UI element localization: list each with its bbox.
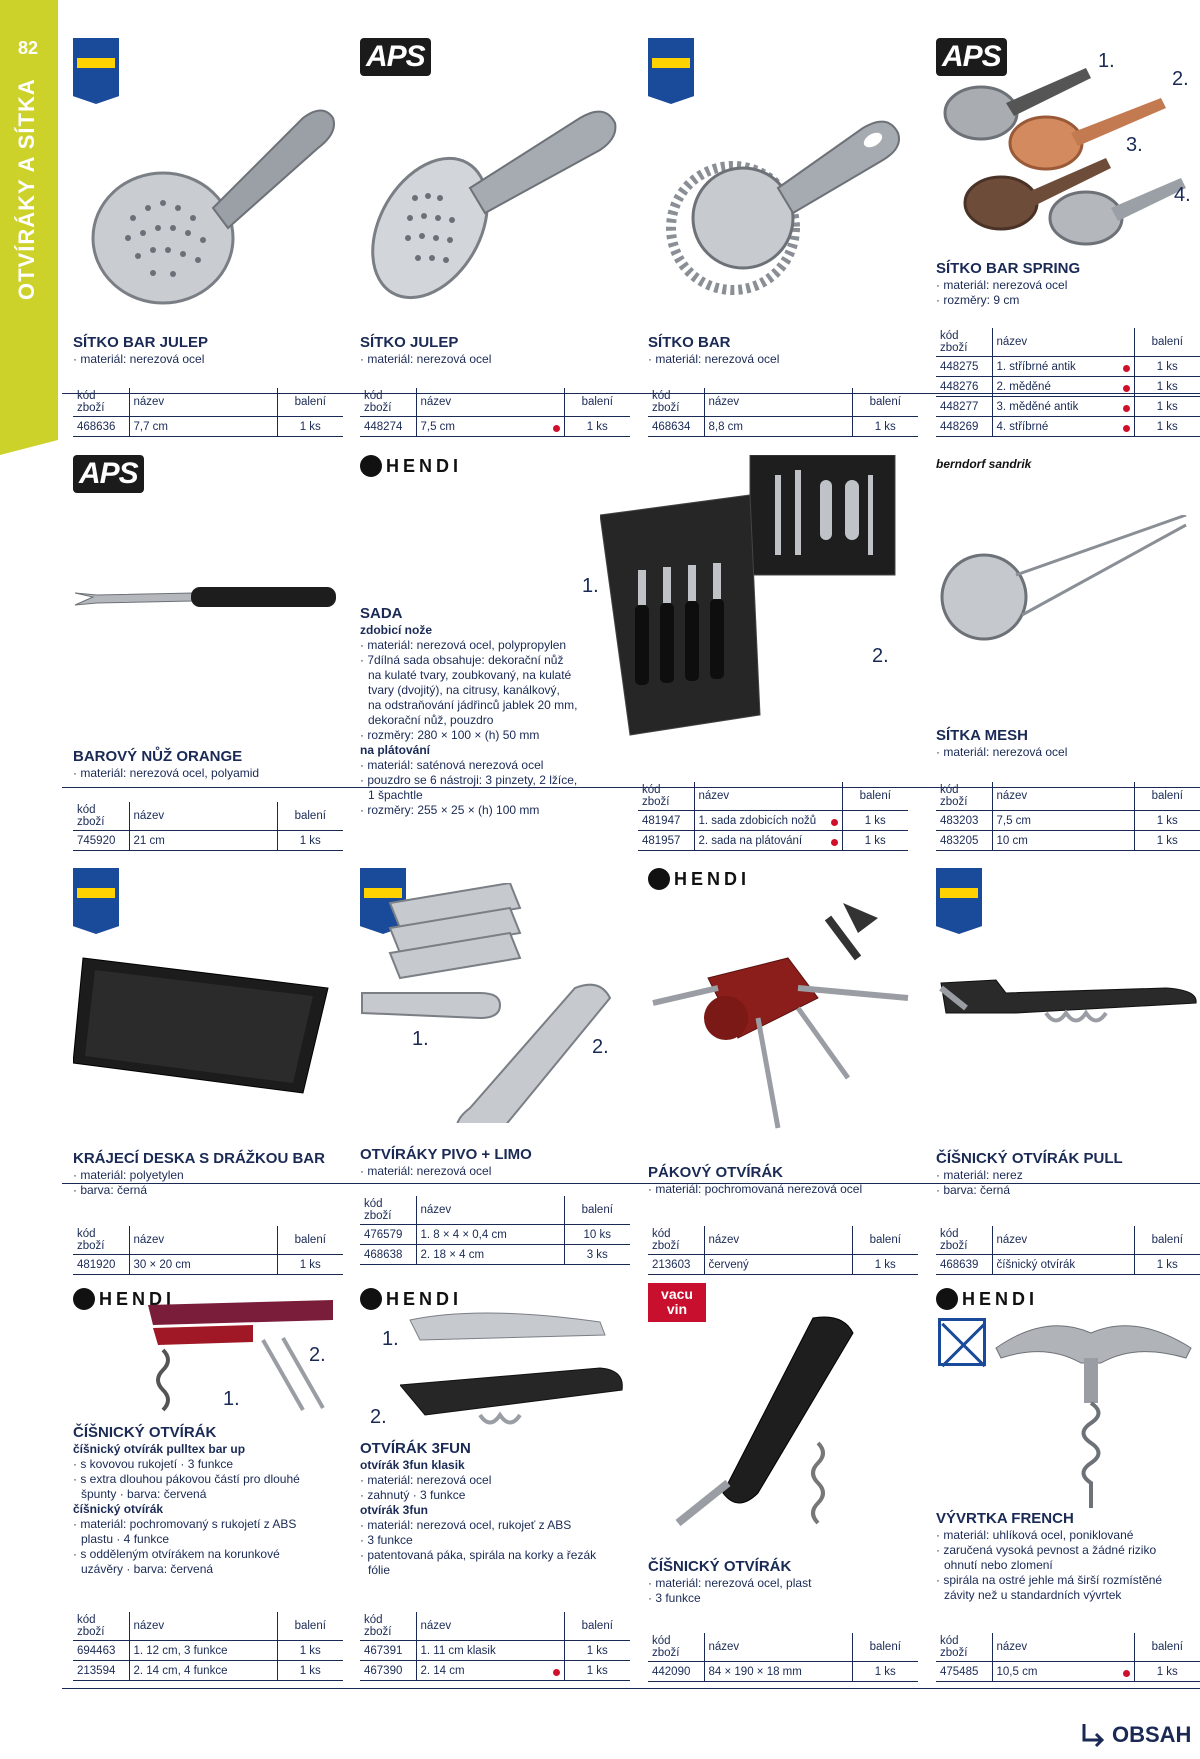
brand-logo-aps: APS bbox=[360, 38, 431, 76]
product-desc: · 3 funkce bbox=[360, 1533, 413, 1547]
cell-pack: 1 ks bbox=[842, 831, 908, 851]
cell-pack: 1 ks bbox=[1134, 811, 1200, 831]
brand-logo-hendi: HENDI bbox=[360, 455, 462, 477]
product-desc: · rozměry: 280 × 100 × (h) 50 mm bbox=[360, 728, 540, 742]
new-dot-icon bbox=[831, 819, 838, 826]
header-code: kód zboží bbox=[360, 1196, 416, 1225]
product-desc: fólie bbox=[368, 1563, 391, 1577]
cell-name: 3. měděné antik bbox=[996, 400, 1079, 413]
table-row bbox=[936, 1255, 1200, 1275]
product-desc: · materiál: nerezová ocel, polypropylen bbox=[360, 638, 567, 652]
cell-pack: 1 ks bbox=[1134, 377, 1200, 397]
product-card bbox=[360, 868, 630, 1261]
product-card bbox=[73, 455, 343, 847]
table-row bbox=[936, 811, 1200, 831]
product-desc: · pouzdro se 6 nástroji: 3 pinzety, 2 lžíce, bbox=[360, 773, 578, 787]
product-desc: plastu · 4 funkce bbox=[81, 1532, 170, 1546]
cell-name: 21 cm bbox=[129, 831, 277, 851]
header-code: kód zboží bbox=[73, 802, 129, 831]
brand-logo-berndorf: berndorf sandrik bbox=[936, 457, 1032, 471]
cell-pack: 10 ks bbox=[564, 1225, 630, 1245]
cell-code: 467390 bbox=[360, 1661, 416, 1681]
product-title: SÍTKO BAR JULEP bbox=[73, 334, 209, 351]
product-desc: dekorační nůž, pouzdro bbox=[368, 713, 494, 727]
table-row bbox=[638, 831, 908, 851]
table-row bbox=[936, 831, 1200, 851]
product-card bbox=[360, 38, 630, 433]
cell-pack: 1 ks bbox=[564, 1641, 630, 1661]
product-table bbox=[648, 388, 918, 437]
product-desc: · materiál: polyetylen bbox=[73, 1168, 184, 1182]
product-card bbox=[936, 38, 1200, 433]
cell-code: 481920 bbox=[73, 1255, 129, 1275]
product-desc: tvary (dvojitý), na citrusy, kanálkový, bbox=[368, 683, 560, 697]
header-code: kód zboží bbox=[73, 1612, 129, 1641]
product-card bbox=[648, 868, 918, 1271]
cell-name: 1. 8 × 4 × 0,4 cm bbox=[416, 1225, 564, 1245]
cell-code: 467391 bbox=[360, 1641, 416, 1661]
3fun-corkscrew-image bbox=[400, 1310, 630, 1440]
cell-code: 483203 bbox=[936, 811, 992, 831]
row-divider bbox=[62, 1688, 1200, 1689]
product-title: OTVÍRÁK 3FUN bbox=[360, 1440, 471, 1457]
cell-pack: 1 ks bbox=[1134, 357, 1200, 377]
cell-code: 481957 bbox=[638, 831, 694, 851]
product-desc: · materiál: uhlíková ocel, poniklované bbox=[936, 1528, 1134, 1542]
new-dot-icon bbox=[1123, 365, 1130, 372]
brand-logo-hendi: HENDI bbox=[360, 1288, 462, 1310]
cell-pack: 1 ks bbox=[277, 831, 343, 851]
cell-pack: 1 ks bbox=[277, 1661, 343, 1681]
product-title: ČÍŠNICKÝ OTVÍRÁK bbox=[648, 1558, 792, 1575]
contents-link-label: OBSAH bbox=[1112, 1722, 1192, 1747]
header-pack: balení bbox=[852, 1633, 918, 1662]
cell-name: 7,5 cm bbox=[992, 811, 1134, 831]
product-desc: · rozměry: 9 cm bbox=[936, 293, 1020, 307]
knife-set-image bbox=[600, 455, 920, 755]
product-card bbox=[360, 455, 915, 847]
product-table bbox=[936, 1633, 1200, 1682]
table-row bbox=[936, 417, 1200, 437]
table-row bbox=[73, 1661, 343, 1681]
cell-name: 4. stříbrné bbox=[996, 420, 1049, 433]
new-dot-icon bbox=[1123, 385, 1130, 392]
header-code: kód zboží bbox=[936, 1633, 992, 1662]
variant-number: 1. bbox=[582, 575, 599, 597]
product-table bbox=[360, 1612, 630, 1681]
header-name: název bbox=[129, 388, 277, 417]
new-dot-icon bbox=[1123, 1670, 1130, 1677]
cell-pack: 1 ks bbox=[852, 1662, 918, 1682]
cell-name: 10,5 cm bbox=[996, 1665, 1038, 1678]
cell-code: 483205 bbox=[936, 831, 992, 851]
cutting-board-image bbox=[73, 948, 343, 1108]
product-desc: · materiál: saténová nerezová ocel bbox=[360, 758, 544, 772]
product-card bbox=[73, 38, 343, 433]
product-desc: · materiál: nerezová ocel bbox=[936, 278, 1068, 292]
product-desc: · materiál: nerezová ocel bbox=[936, 745, 1068, 759]
header-code: kód zboží bbox=[73, 388, 129, 417]
header-code: kód zboží bbox=[73, 1226, 129, 1255]
cell-pack: 3 ks bbox=[564, 1245, 630, 1265]
cell-name: 2. 18 × 4 cm bbox=[416, 1245, 564, 1265]
product-title: PÁKOVÝ OTVÍRÁK bbox=[648, 1164, 784, 1181]
header-name: název bbox=[129, 1226, 277, 1255]
table-row bbox=[936, 357, 1200, 377]
header-code: kód zboží bbox=[648, 1633, 704, 1662]
header-pack: balení bbox=[1134, 1633, 1200, 1662]
product-desc: · zaručená vysoká pevnost a žádné riziko bbox=[936, 1543, 1157, 1557]
product-card bbox=[648, 1283, 918, 1683]
cell-code: 694463 bbox=[73, 1641, 129, 1661]
product-subtitle: otvírák 3fun bbox=[360, 1503, 429, 1517]
cell-pack: 1 ks bbox=[564, 1661, 630, 1681]
cell-name: 84 × 190 × 18 mm bbox=[704, 1662, 852, 1682]
product-subtitle: otvírák 3fun klasik bbox=[360, 1458, 465, 1472]
table-row bbox=[648, 1662, 918, 1682]
product-subtitle: číšnický otvírák bbox=[73, 1502, 164, 1516]
cell-name: 10 cm bbox=[992, 831, 1134, 851]
new-dot-icon bbox=[1123, 405, 1130, 412]
table-row bbox=[73, 831, 343, 851]
product-desc: na odstraňování jádřinců jablek 20 mm, bbox=[368, 698, 578, 712]
cell-name: 30 × 20 cm bbox=[129, 1255, 277, 1275]
table-row bbox=[360, 1245, 630, 1265]
header-pack: balení bbox=[842, 782, 908, 811]
product-desc: · 3 funkce bbox=[648, 1591, 701, 1605]
table-row bbox=[73, 1255, 343, 1275]
cell-name: 2. 14 cm bbox=[420, 1664, 465, 1677]
brand-logo-metro bbox=[936, 868, 982, 934]
table-row bbox=[648, 417, 918, 437]
cell-code: 481947 bbox=[638, 811, 694, 831]
cell-code: 468636 bbox=[73, 417, 129, 437]
product-card bbox=[648, 38, 918, 433]
cell-code: 468638 bbox=[360, 1245, 416, 1265]
product-desc: · materiál: nerezová ocel bbox=[360, 1473, 492, 1487]
product-title: KRÁJECÍ DESKA S DRÁŽKOU BAR bbox=[73, 1150, 325, 1167]
cell-pack: 1 ks bbox=[852, 417, 918, 437]
product-desc: na kulaté tvary, zoubkovaný, na kulaté bbox=[368, 668, 572, 682]
product-card bbox=[936, 455, 1200, 847]
waiter-corkscrew-black-image bbox=[648, 1313, 918, 1543]
header-name: název bbox=[416, 388, 564, 417]
cell-code: 448275 bbox=[936, 357, 992, 377]
product-table bbox=[73, 388, 343, 437]
product-desc: špunty · barva: červená bbox=[81, 1487, 207, 1501]
table-row bbox=[360, 1641, 630, 1661]
waiter-corkscrew-image bbox=[936, 968, 1200, 1048]
cell-pack: 1 ks bbox=[1134, 1255, 1200, 1275]
cell-pack: 1 ks bbox=[1134, 397, 1200, 417]
certification-icon bbox=[938, 1318, 986, 1371]
product-desc: · materiál: pochromovaný s rukojetí z ABS bbox=[73, 1517, 297, 1531]
header-name: název bbox=[129, 1612, 277, 1641]
table-row bbox=[360, 1225, 630, 1245]
header-name: název bbox=[992, 1226, 1134, 1255]
cell-name: 2. měděné bbox=[996, 380, 1051, 393]
contents-link[interactable] bbox=[1078, 1720, 1191, 1750]
table-row bbox=[936, 377, 1200, 397]
product-table bbox=[73, 1226, 343, 1275]
header-name: název bbox=[704, 1226, 852, 1255]
bar-knife-image bbox=[73, 575, 343, 635]
cell-code: 213594 bbox=[73, 1661, 129, 1681]
table-row bbox=[360, 417, 630, 437]
header-name: název bbox=[992, 328, 1134, 357]
cell-code: 213603 bbox=[648, 1255, 704, 1275]
header-code: kód zboží bbox=[936, 782, 992, 811]
cell-code: 448277 bbox=[936, 397, 992, 417]
variant-number: 1. bbox=[412, 1028, 429, 1050]
header-name: název bbox=[129, 802, 277, 831]
product-desc: · zahnutý · 3 funkce bbox=[360, 1488, 466, 1502]
product-desc: ohnutí nebo zlomení bbox=[944, 1558, 1053, 1572]
table-row bbox=[936, 397, 1200, 417]
cell-name: červený bbox=[704, 1255, 852, 1275]
cell-code: 468634 bbox=[648, 417, 704, 437]
variant-number: 4. bbox=[1174, 184, 1191, 206]
product-title: ČÍŠNICKÝ OTVÍRÁK bbox=[73, 1424, 217, 1441]
lever-corkscrew-image bbox=[648, 898, 918, 1138]
cell-name: 7,5 cm bbox=[420, 420, 456, 433]
variant-number: 1. bbox=[223, 1388, 240, 1410]
product-desc: · s kovovou rukojetí · 3 funkce bbox=[73, 1457, 234, 1471]
cell-pack: 1 ks bbox=[1134, 417, 1200, 437]
header-code: kód zboží bbox=[648, 388, 704, 417]
product-desc: · barva: černá bbox=[936, 1183, 1011, 1197]
cell-name: 1. stříbrné antik bbox=[996, 360, 1076, 373]
product-title: BAROVÝ NŮŽ ORANGE bbox=[73, 748, 243, 765]
variant-number: 2. bbox=[592, 1036, 609, 1058]
brand-logo-vacuvin: vacu vin bbox=[648, 1283, 706, 1322]
spring-strainers-image bbox=[936, 48, 1196, 248]
product-card bbox=[360, 1288, 630, 1683]
product-card bbox=[73, 868, 343, 1271]
cell-code: 442090 bbox=[648, 1662, 704, 1682]
product-desc: · materiál: nerezová ocel bbox=[648, 352, 780, 366]
product-desc: uzávěry · barva: červená bbox=[81, 1562, 214, 1576]
product-card bbox=[73, 1288, 343, 1683]
product-title: SÍTKO JULEP bbox=[360, 334, 459, 351]
brand-logo-metro bbox=[73, 868, 119, 934]
product-table bbox=[936, 1226, 1200, 1275]
header-pack: balení bbox=[277, 802, 343, 831]
cell-code: 448274 bbox=[360, 417, 416, 437]
product-card bbox=[936, 1288, 1200, 1683]
header-name: název bbox=[694, 782, 842, 811]
header-name: název bbox=[416, 1612, 564, 1641]
header-name: název bbox=[992, 1633, 1134, 1662]
variant-number: 1. bbox=[382, 1328, 399, 1350]
product-desc: · 7dílná sada obsahuje: dekorační nůž bbox=[360, 653, 564, 667]
variant-number: 2. bbox=[309, 1344, 326, 1366]
header-pack: balení bbox=[852, 388, 918, 417]
product-desc: · materiál: nerezová ocel bbox=[73, 352, 205, 366]
brand-logo-aps: APS bbox=[936, 38, 1007, 76]
product-card bbox=[936, 868, 1200, 1271]
cell-pack: 1 ks bbox=[1134, 831, 1200, 851]
product-title: SADA bbox=[360, 605, 403, 622]
header-pack: balení bbox=[564, 1196, 630, 1225]
product-table bbox=[360, 1196, 630, 1265]
brand-logo-hendi: HENDI bbox=[73, 1288, 175, 1310]
header-name: název bbox=[704, 1633, 852, 1662]
french-corkscrew-image bbox=[986, 1308, 1200, 1518]
cell-pack: 1 ks bbox=[1134, 1662, 1200, 1682]
product-title: ČÍŠNICKÝ OTVÍRÁK PULL bbox=[936, 1150, 1123, 1167]
cell-pack: 1 ks bbox=[277, 417, 343, 437]
cell-name: 8,8 cm bbox=[704, 417, 852, 437]
brand-logo-hendi: HENDI bbox=[648, 868, 750, 890]
product-subtitle: číšnický otvírák pulltex bar up bbox=[73, 1442, 246, 1456]
product-table bbox=[936, 782, 1200, 851]
variant-number: 2. bbox=[1172, 68, 1189, 90]
header-pack: balení bbox=[1134, 1226, 1200, 1255]
product-title: OTVÍRÁKY PIVO + LIMO bbox=[360, 1146, 532, 1163]
cell-name: 7,7 cm bbox=[129, 417, 277, 437]
product-subtitle: na plátování bbox=[360, 743, 431, 757]
header-code: kód zboží bbox=[936, 328, 992, 357]
cell-code: 448269 bbox=[936, 417, 992, 437]
product-desc: · materiál: nerez bbox=[936, 1168, 1023, 1182]
cell-name: 2. 14 cm, 4 funkce bbox=[129, 1661, 277, 1681]
cell-name: 2. sada na plátování bbox=[698, 834, 803, 847]
table-row bbox=[360, 1661, 630, 1681]
new-dot-icon bbox=[831, 839, 838, 846]
return-arrow-icon bbox=[1078, 1720, 1108, 1750]
mesh-strainer-image bbox=[936, 515, 1200, 675]
header-code: kód zboží bbox=[936, 1226, 992, 1255]
table-row bbox=[936, 1662, 1200, 1682]
product-table bbox=[638, 782, 908, 851]
variant-number: 2. bbox=[872, 645, 889, 667]
new-dot-icon bbox=[553, 425, 560, 432]
product-title: SÍTKO BAR SPRING bbox=[936, 260, 1081, 277]
header-code: kód zboží bbox=[360, 388, 416, 417]
julep-strainer-image bbox=[73, 78, 343, 328]
header-name: název bbox=[992, 782, 1134, 811]
table-row bbox=[73, 417, 343, 437]
product-table bbox=[73, 802, 343, 851]
cell-pack: 1 ks bbox=[564, 417, 630, 437]
page-number: 82 bbox=[18, 38, 39, 58]
product-desc: · s odděleným otvírákem na korunkové bbox=[73, 1547, 280, 1561]
cell-pack: 1 ks bbox=[277, 1255, 343, 1275]
section-title: OTVÍRÁKY A SÍTKA bbox=[14, 78, 39, 300]
table-row bbox=[648, 1255, 918, 1275]
product-desc: · materiál: pochromovaná nerezová ocel bbox=[648, 1182, 863, 1196]
product-table bbox=[936, 328, 1200, 437]
header-code: kód zboží bbox=[360, 1612, 416, 1641]
header-name: název bbox=[416, 1196, 564, 1225]
cell-pack: 1 ks bbox=[842, 811, 908, 831]
product-subtitle: zdobicí nože bbox=[360, 623, 432, 637]
header-pack: balení bbox=[1134, 782, 1200, 811]
table-row bbox=[638, 811, 908, 831]
product-desc: · materiál: nerezová ocel bbox=[360, 1164, 492, 1178]
product-desc: · rozměry: 255 × 25 × (h) 100 mm bbox=[360, 803, 540, 817]
header-code: kód zboží bbox=[648, 1226, 704, 1255]
product-desc: · spirála na ostré jehle má širší rozmístěné bbox=[936, 1573, 1163, 1587]
new-dot-icon bbox=[553, 1669, 560, 1676]
header-code: kód zboží bbox=[638, 782, 694, 811]
cell-name: 1. sada zdobicích nožů bbox=[698, 814, 817, 827]
cell-code: 476579 bbox=[360, 1225, 416, 1245]
product-desc: závity než u standardních vývrtek bbox=[944, 1588, 1122, 1602]
header-pack: balení bbox=[852, 1226, 918, 1255]
cell-name: 1. 12 cm, 3 funkce bbox=[129, 1641, 277, 1661]
julep-strainer-image bbox=[360, 78, 630, 328]
product-title: SÍTKA MESH bbox=[936, 727, 1028, 744]
cell-code: 468639 bbox=[936, 1255, 992, 1275]
cell-pack: 1 ks bbox=[277, 1641, 343, 1661]
header-pack: balení bbox=[277, 388, 343, 417]
product-desc: · patentovaná páka, spirála na korky a řezák bbox=[360, 1548, 597, 1562]
product-table bbox=[73, 1612, 343, 1681]
variant-number: 2. bbox=[370, 1406, 387, 1428]
product-table bbox=[648, 1633, 918, 1682]
header-pack: balení bbox=[564, 1612, 630, 1641]
product-desc: · barva: černá bbox=[73, 1183, 148, 1197]
brand-logo-hendi: HENDI bbox=[936, 1288, 1038, 1310]
cell-name: číšnický otvírák bbox=[992, 1255, 1134, 1275]
header-pack: balení bbox=[277, 1226, 343, 1255]
cell-code: 475485 bbox=[936, 1662, 992, 1682]
product-desc: · materiál: nerezová ocel, polyamid bbox=[73, 766, 260, 780]
variant-number: 3. bbox=[1126, 134, 1143, 156]
product-title: SÍTKO BAR bbox=[648, 334, 731, 351]
product-table bbox=[648, 1226, 918, 1275]
cell-code: 745920 bbox=[73, 831, 129, 851]
cell-name: 1. 11 cm klasik bbox=[416, 1641, 564, 1661]
header-pack: balení bbox=[277, 1612, 343, 1641]
product-desc: · s extra dlouhou pákovou částí pro dlouhé bbox=[73, 1472, 300, 1486]
cell-pack: 1 ks bbox=[852, 1255, 918, 1275]
header-name: název bbox=[704, 388, 852, 417]
product-desc: · materiál: nerezová ocel bbox=[360, 352, 492, 366]
product-title: VÝVRTKA FRENCH bbox=[936, 1510, 1074, 1527]
product-desc: · materiál: nerezová ocel, rukojeť z ABS bbox=[360, 1518, 572, 1532]
bottle-openers-image bbox=[360, 883, 630, 1123]
product-desc: · materiál: nerezová ocel, plast bbox=[648, 1576, 812, 1590]
brand-logo-aps: APS bbox=[73, 455, 144, 493]
table-row bbox=[73, 1641, 343, 1661]
product-table bbox=[360, 388, 630, 437]
header-pack: balení bbox=[1134, 328, 1200, 357]
bar-strainer-image bbox=[648, 78, 918, 328]
product-desc: 1 špachtle bbox=[368, 788, 423, 802]
header-pack: balení bbox=[564, 388, 630, 417]
new-dot-icon bbox=[1123, 425, 1130, 432]
cell-code: 448276 bbox=[936, 377, 992, 397]
variant-number: 1. bbox=[1098, 50, 1115, 72]
